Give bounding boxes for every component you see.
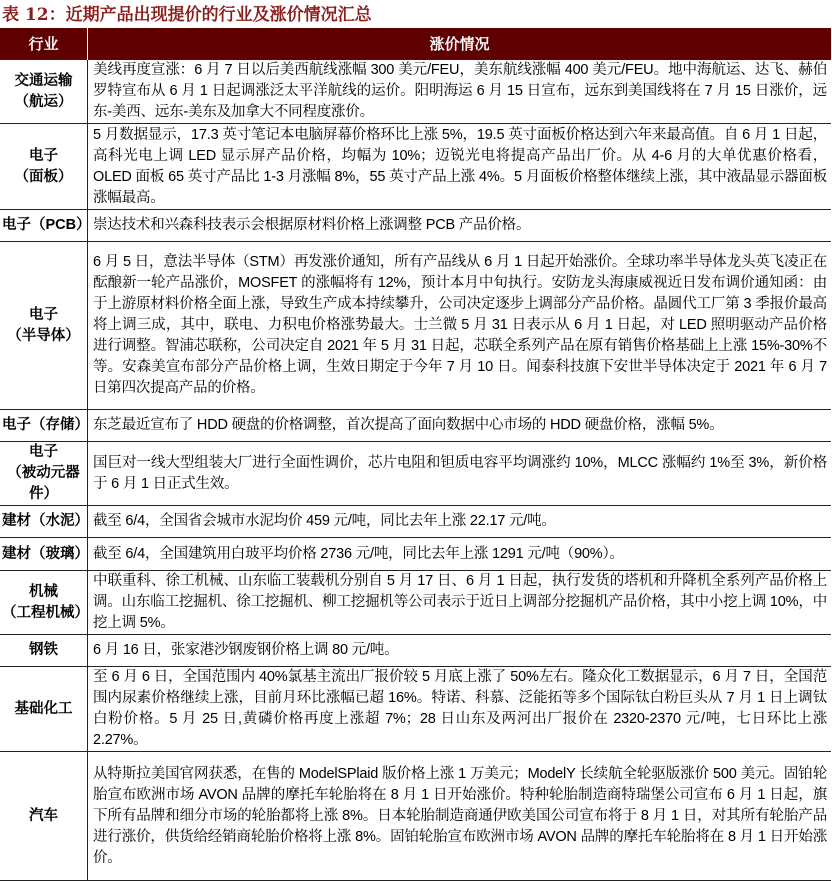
industry-label: 机械: [29, 583, 58, 600]
table-row: [0, 60, 831, 124]
industry-cell: [0, 571, 88, 635]
detail-cell: 从特斯拉美国官网获悉，在售的 ModelSPlaid 版价格上涨 1 万美元；ModelY 长续航全轮驱版涨价 500 美元。固铂轮胎宣布欧洲市场 AVON 品牌的摩托车轮胎将在 8 月 1 日开始涨价。特种轮胎制造商特瑞堡公司宣布 6 月 1 日起，旗下所有品牌和细分市场的轮胎都将上涨 8%。日本轮胎制造商通伊欧美国公司宣布将于 8 月 1 日，对其所有轮胎产品进行涨价，供货给经销商轮胎价格将上涨 8%。固铂轮胎宣布欧洲市场 AVON 品牌的摩托车轮胎将在 8 月 1 日开始涨价。: [88, 752, 832, 881]
industry-cell: [0, 124, 88, 210]
table-title: 表 12：近期产品出现提价的行业及涨价情况汇总: [2, 5, 372, 25]
industry-cell: [0, 242, 88, 410]
table-row: [0, 242, 831, 410]
industry-label: 基础化工: [14, 700, 73, 717]
detail-cell: 美线再度宣涨：6 月 7 日以后美西航线涨幅 300 美元/FEU，美东航线涨幅 400 美元/FEU。地中海航运、达飞、赫伯罗特宣布从 6 月 1 日起调涨泛太平洋航线的运价。阳明海运 6 月 15 日宣布，远东到美国线将在 7 月 15 日涨价，远东-美西、远东-美东及加拿大不同程度涨价。: [88, 60, 832, 124]
industry-label: 钢铁: [29, 642, 58, 658]
header-industry: 行业: [0, 28, 88, 60]
industry-cell: [0, 635, 88, 667]
table-row: [0, 667, 831, 752]
industry-cell: [0, 506, 88, 538]
industry-cell: [0, 538, 88, 571]
table-row: [0, 210, 831, 242]
industry-label: （航运）: [14, 93, 73, 110]
industry-cell: [0, 667, 88, 752]
industry-cell: [0, 410, 88, 442]
detail-cell: 截至 6/4，全国省会城市水泥均价 459 元/吨，同比去年上涨 22.17 元/吨。: [88, 506, 832, 538]
table-row: [0, 752, 831, 881]
detail-cell: 6 月 5 日，意法半导体（STM）再发涨价通知，所有产品线从 6 月 1 日起开始涨价。全球功率半导体龙头英飞凌正在酝酿新一轮产品涨价，MOSFET 的涨幅将有 12%，预计本月中旬执行。安防龙头海康威视近日发布调价通知函：由于上游原材料价格全面上涨，导致生产成本持续攀升，公司决定逐步上调部分产品价格。晶圆代工厂第 3 季报价最高将上调三成，其中，联电、力积电价格涨势最大。士兰微 5 月 31 日表示从 6 月 1 日起，对 LED 照明驱动产品价格进行调整。智浦芯联称，公司决定自 2021 年 5 月 31 日起，芯联全系列产品在原有销售价格基础上上涨 15%-30%不等。安森美宣布部分产品价格上调，生效日期定于今年 7 月 10 日。闻泰科技旗下安世半导体决定于 2021 年 6 月 7 日第四次提高产品的价格。: [88, 242, 832, 410]
industry-label: （面板）: [14, 168, 73, 185]
table-row: [0, 124, 831, 210]
industry-cell: [0, 752, 88, 881]
industry-label: 建材（水泥）: [2, 513, 89, 529]
industry-cell: [0, 60, 88, 124]
industry-label: 汽车: [29, 807, 58, 824]
price-increase-table: [0, 28, 831, 881]
industry-cell: [0, 210, 91, 242]
detail-cell: 6 月 16 日，张家港沙钢废钢价格上调 80 元/吨。: [88, 635, 832, 667]
industry-label: 电子: [29, 306, 58, 323]
industry-label: 建材（玻璃）: [2, 545, 89, 562]
detail-cell: 截至 6/4，全国建筑用白玻平均价格 2736 元/吨，同比去年上涨 1291 元/吨（90%）。: [88, 538, 832, 571]
table-row: [0, 571, 831, 635]
table-header-row: [0, 28, 831, 60]
table-row: [0, 506, 831, 538]
table-row: [0, 635, 831, 667]
table-row: [0, 538, 831, 571]
industry-label: （工程机械）: [2, 604, 89, 621]
industry-label: 电子: [29, 444, 58, 460]
header-detail: 涨价情况: [88, 28, 832, 60]
detail-cell: 5 月数据显示，17.3 英寸笔记本电脑屏幕价格环比上涨 5%，19.5 英寸面板价格达到六年来最高值。自 6 月 1 日起，高科光电上调 LED 显示屏产品价格，均幅为 10%；迈锐光电将提高产品出厂价。从 4-6 月的大单优惠价格看，OLED 面板 65 英寸产品比 1-3 月涨幅 8%，55 英寸产品上涨 4%。5 月面板价格整体继续上涨，其中液晶显示器面板涨幅最高。: [88, 124, 832, 210]
detail-cell: 崇达技术和兴森科技表示会根据原材料价格上涨调整 PCB 产品价格。: [88, 210, 832, 242]
table-row: [0, 442, 831, 506]
industry-label: （半导体）: [7, 327, 80, 344]
industry-label: 电子（存储）: [2, 417, 89, 433]
industry-label: 电子（PCB）: [2, 217, 91, 233]
industry-label: （被动元器件）: [7, 465, 80, 502]
detail-cell: 国巨对一线大型组装大厂进行全面性调价，芯片电阻和钽质电容平均调涨约 10%，MLCC 涨幅约 1%至 3%，新价格于 6 月 1 日正式生效。: [88, 442, 832, 506]
industry-label: 交通运输: [14, 72, 73, 89]
detail-cell: 东芝最近宣布了 HDD 硬盘的价格调整，首次提高了面向数据中心市场的 HDD 硬盘价格，涨幅 5%。: [88, 410, 832, 442]
detail-cell: 至 6 月 6 日，全国范围内 40%氯基主流出厂报价较 5 月底上涨了 50%左右。隆众化工数据显示，6 月 7 日，全国范围内尿素价格继续上涨，目前月环比涨幅已超 16%。特诺、科慕、泛能拓等多个国际钛白粉巨头从 7 月 1 日上调钛白粉价格。5 月 25 日,黄磷价格再度上涨超 7%；28 日山东及两河出厂报价在 2320-2370 元/吨，七日环比上涨 2.27%。: [88, 667, 832, 752]
industry-label: 电子: [29, 147, 58, 164]
detail-cell: 中联重科、徐工机械、山东临工装载机分别自 5 月 17 日、6 月 1 日起，执行发货的塔机和升降机全系列产品价格上调。山东临工挖掘机、徐工挖掘机、柳工挖掘机等公司表示于近日上调部分挖掘机产品价格，其中小挖上调 10%，中挖上调 5%。: [88, 571, 832, 635]
industry-cell: [0, 442, 88, 506]
table-row: [0, 410, 831, 442]
